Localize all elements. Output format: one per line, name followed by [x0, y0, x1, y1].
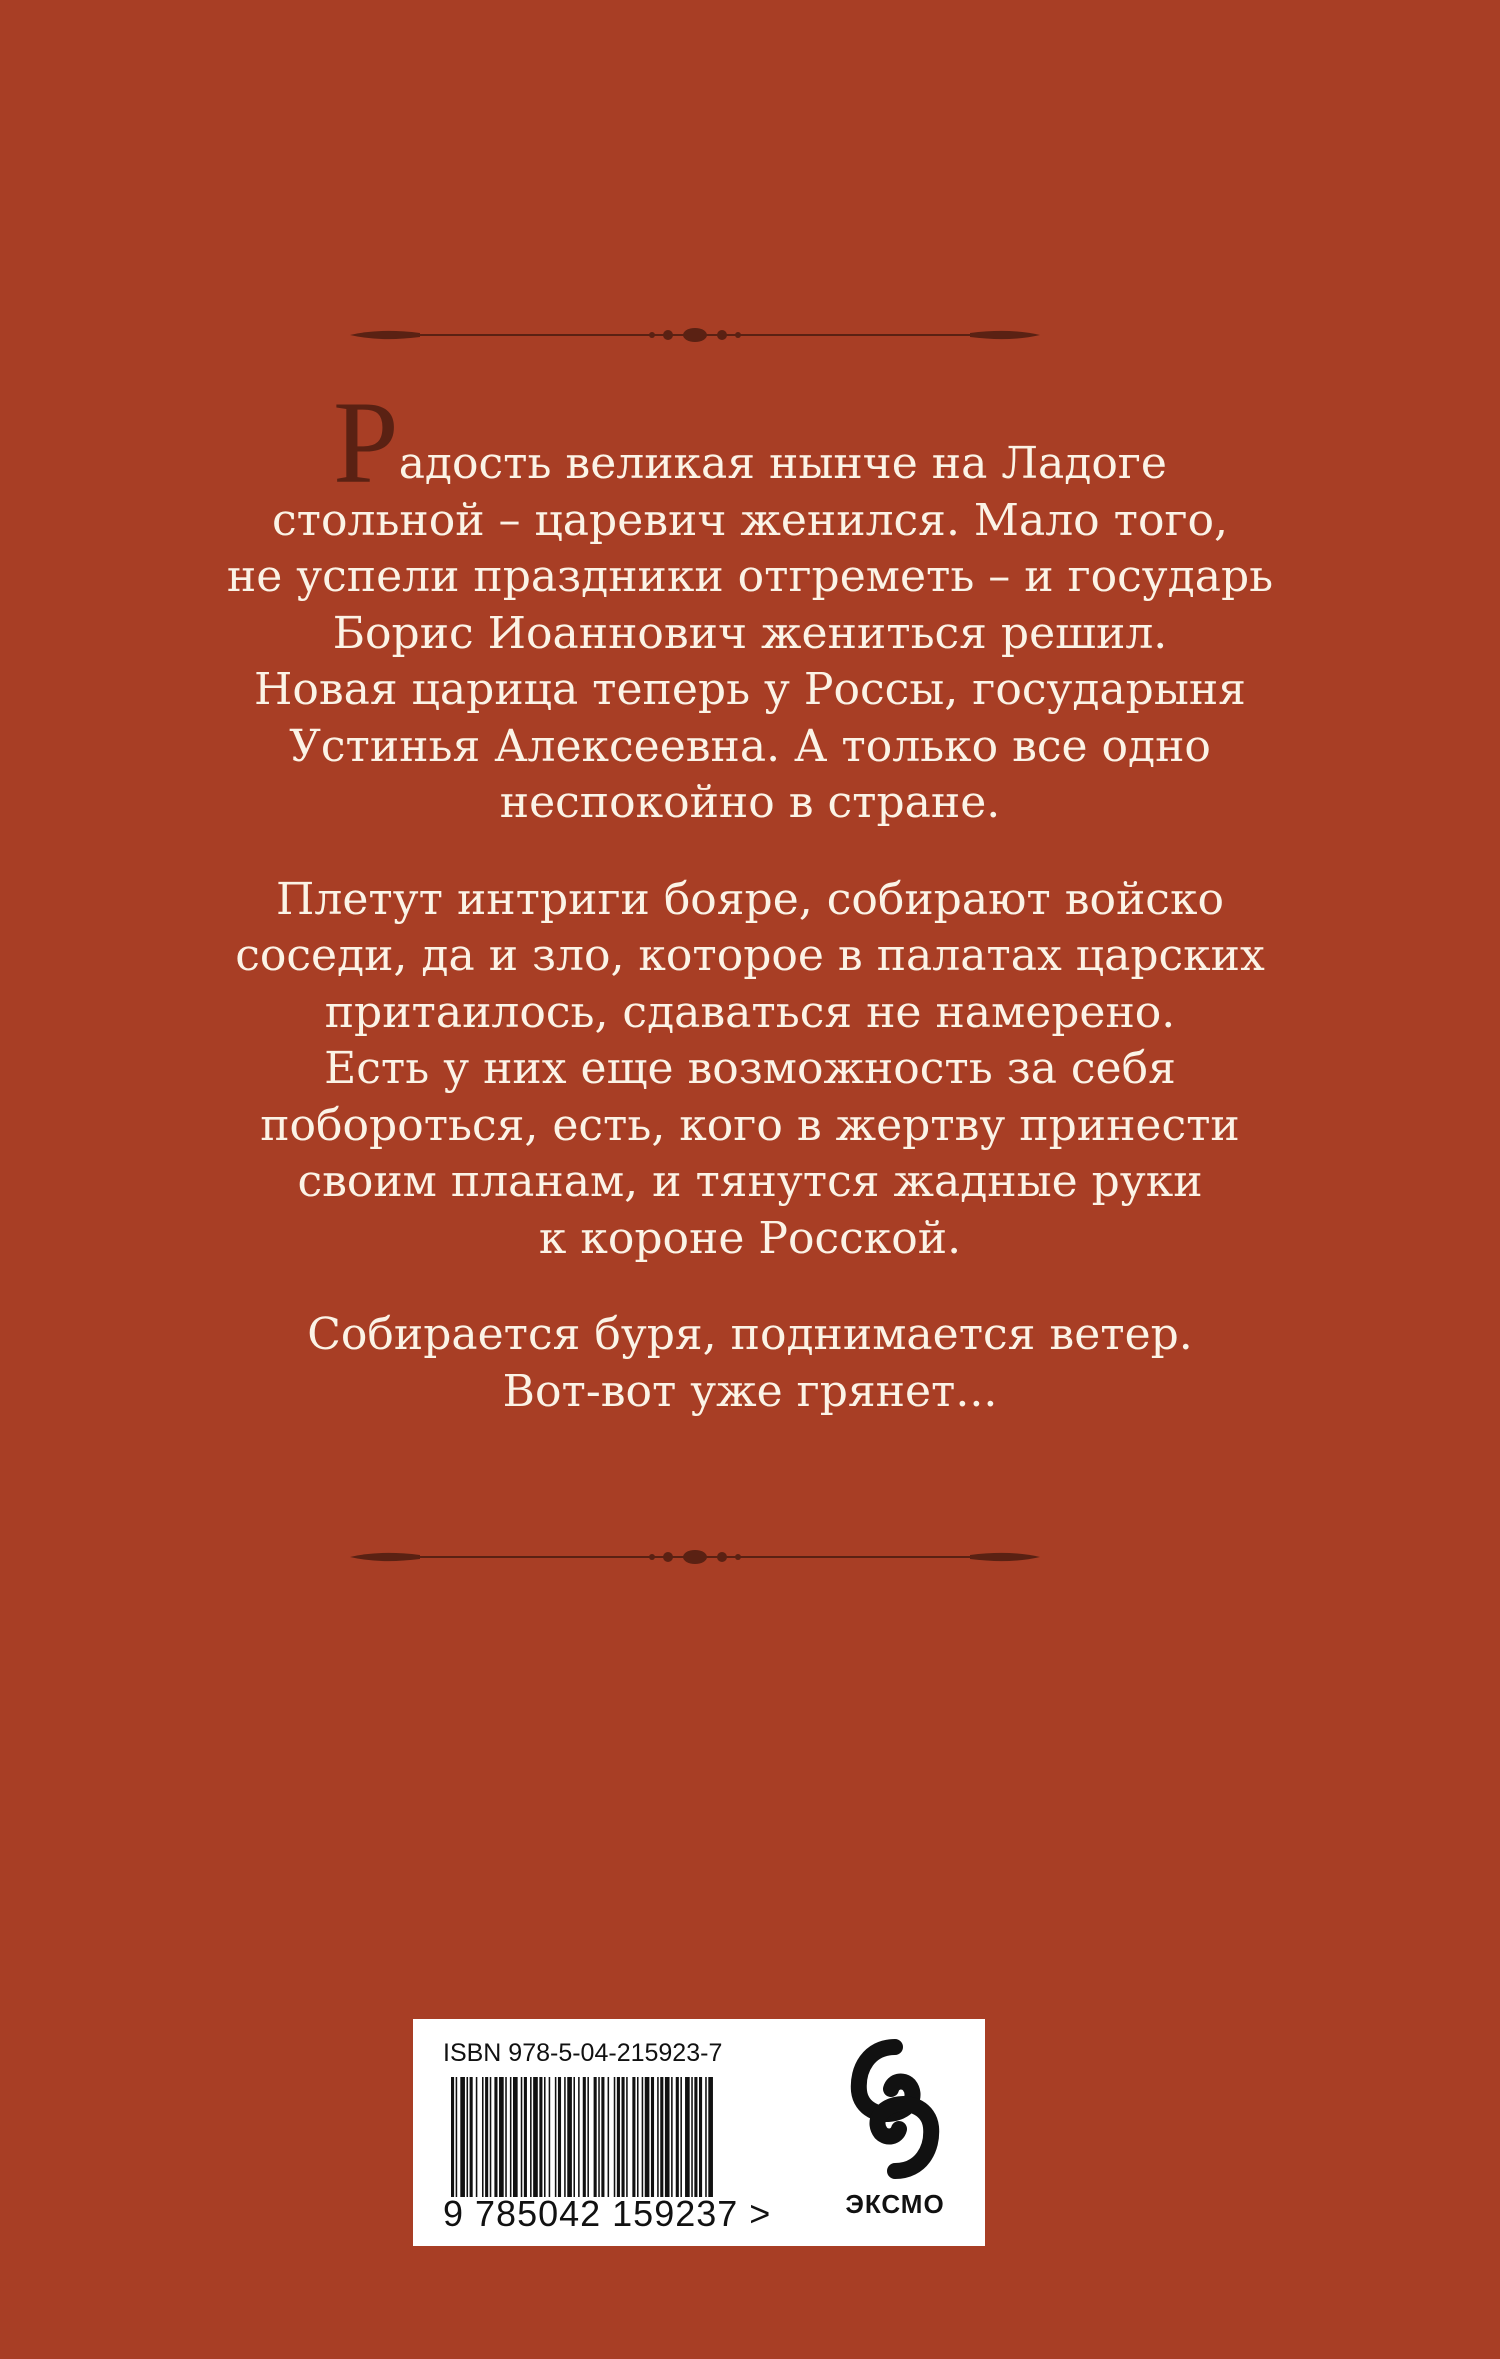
text-line: [150, 377, 1350, 508]
text-line: не успели праздники отгреметь – и государь: [226, 551, 1274, 602]
top-ornament-divider: [350, 320, 1040, 350]
paragraph-3: [150, 1307, 1350, 1420]
text-line: неспокойно в стране.: [499, 777, 1001, 828]
text-line: притаилось, сдаваться не намерено.: [324, 986, 1176, 1038]
text-line-content: адость великая нынче на Ладоге: [398, 438, 1167, 489]
barcode-digits: 9 785042 159237 >: [443, 2193, 772, 2234]
text-line: Борис Иоаннович жениться решил.: [332, 607, 1168, 659]
drop-cap: Р: [333, 377, 399, 508]
barcode-panel: [413, 2019, 985, 2246]
barcode-bars: [451, 2077, 791, 2197]
eksmo-logo-icon: [849, 2039, 941, 2179]
text-line: соседи, да и зло, которое в палатах царских: [235, 930, 1265, 981]
text-line: стольной – царевич женился. Мало того,: [272, 494, 1228, 546]
text-line: Плетут интриги бояре, собирают войско: [276, 873, 1224, 925]
publisher-logo: [835, 2039, 955, 2229]
text-line: своим планам, и тянутся жадные руки: [297, 1156, 1203, 1207]
paragraph-2: [150, 872, 1350, 1268]
text-line: Есть у них еще возможность за себя: [324, 1043, 1176, 1094]
text-line: Вот-вот уже грянет...: [502, 1365, 998, 1417]
text-line: к короне Росской.: [538, 1212, 962, 1264]
paragraph-1: [150, 377, 1350, 832]
publisher-name: ЭКСМО: [845, 2189, 945, 2219]
text-line: Устинья Алексеевна. А только все одно: [289, 720, 1211, 772]
bottom-ornament-divider: [350, 1542, 1040, 1572]
text-line: Собирается буря, поднимается ветер.: [307, 1309, 1193, 1360]
isbn-label: ISBN 978-5-04-215923-7: [443, 2039, 723, 2067]
annotation-text: [150, 377, 1350, 1420]
text-line: Новая царица теперь у Россы, государыня: [254, 664, 1246, 715]
text-line: побороться, есть, кого в жертву принести: [260, 1099, 1240, 1151]
